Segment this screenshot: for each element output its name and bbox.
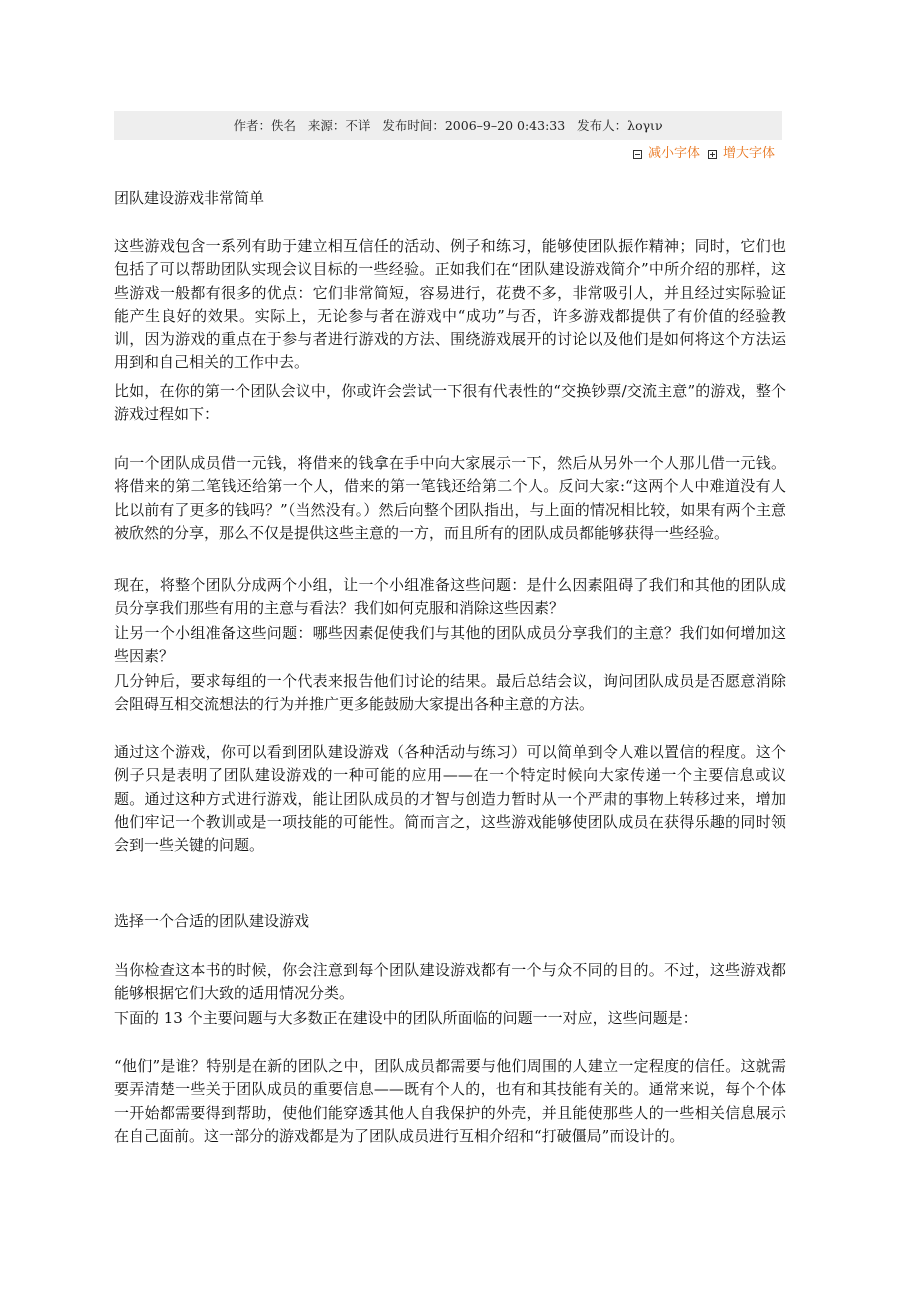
source-value: 不详 bbox=[345, 118, 371, 133]
section-title-easy-games: 团队建设游戏非常简单 bbox=[114, 189, 265, 207]
article-meta-bar bbox=[114, 111, 782, 140]
publisher-label: 发布人： bbox=[577, 118, 628, 133]
decrease-font-button[interactable]: 减小字体 bbox=[647, 146, 700, 161]
paragraph-summary: 几分钟后，要求每组的一个代表来报告他们讨论的结果。最后总结会议，询问团队成员是否愿意消除会阻碍互相交流想法的行为并推广更多能鼓励大家提出各种主意的方法。 bbox=[114, 672, 786, 714]
plus-box-icon[interactable] bbox=[708, 150, 717, 159]
publish-time-value: 2006–9–20 0:43:33 bbox=[444, 118, 566, 133]
increase-font-button[interactable]: 增大字体 bbox=[722, 146, 775, 161]
section-title-choose-game: 选择一个合适的团队建设游戏 bbox=[114, 912, 310, 930]
paragraph-example: 比如，在你的第一个团队会议中，你或许会尝试一下很有代表性的“交换钞票/交流主意”的游戏，整个游戏过程如下： bbox=[114, 382, 786, 424]
paragraph-thirteen-issues: 下面的 13 个主要问题与大多数正在建设中的团队所面临的问题一一对应，这些问题是： bbox=[114, 1009, 698, 1027]
paragraph-intro: 这些游戏包含一系列有助于建立相互信任的活动、例子和练习，能够使团队振作精神；同时，它们也包括了可以帮助团队实现会议目标的一些经验。正如我们在“团队建设游戏简介”中所介绍的那样，这些游戏一般都有很多的优点：它们非常简短，容易进行，花费不多，非常吸引人，并且经过实际验证能产生良好的效果。实际上，无论参与者在游戏中“成功”与否，许多游戏都提供了有价值的经验教训，因为游戏的重点在于参与者进行游戏的方法、围绕游戏展开的讨论以及他们是如何将这个方法运用到和自己相关的工作中去。 bbox=[114, 237, 786, 372]
publish-time-label: 发布时间： bbox=[382, 118, 445, 133]
publisher-value: λογιν bbox=[627, 118, 663, 133]
font-size-controls bbox=[633, 145, 779, 163]
source-label: 来源： bbox=[307, 118, 346, 133]
paragraph-game-steps: 向一个团队成员借一元钱，将借来的钱拿在手中向大家展示一下，然后从另外一个人那儿借一元钱。将借来的第二笔钱还给第一个人，借来的第一笔钱还给第二个人。反问大家:“这两个人中难道没有人比以前有了更多的钱吗？”（当然没有。）然后向整个团队指出，与上面的情况相比较，如果有两个主意被欣然的分享，那么不仅是提供这些主意的一方，而且所有的团队成员都能够获得一些经验。 bbox=[114, 454, 786, 542]
paragraph-who-are-they: “他们”是谁？特别是在新的团队之中，团队成员都需要与他们周围的人建立一定程度的信任。这就需要弄清楚一些关于团队成员的重要信息——既有个人的，也有和其技能有关的。通常来说，每个个体一开始都需要得到帮助，使他们能穿透其他人自我保护的外壳，并且能使那些人的一些相关信息展示在自己面前。这一部分的游戏都是为了团队成员进行互相介绍和“打破僵局”而设计的。 bbox=[114, 1057, 786, 1145]
paragraph-conclusion: 通过这个游戏，你可以看到团队建设游戏（各种活动与练习）可以简单到令人难以置信的程度。这个例子只是表明了团队建设游戏的一种可能的应用——在一个特定时候向大家传递一个主要信息或议题。通过这种方式进行游戏，能让团队成员的才智与创造力暂时从一个严肃的事物上转移过来，增加他们牢记一个教训或是一项技能的可能性。简而言之，这些游戏能够使团队成员在获得乐趣的同时领会到一些关键的问题。 bbox=[114, 743, 786, 855]
paragraph-classification: 当你检查这本书的时候，你会注意到每个团队建设游戏都有一个与众不同的目的。不过，这些游戏都能够根据它们大致的适用情况分类。 bbox=[114, 961, 786, 1003]
minus-box-icon[interactable] bbox=[633, 150, 642, 159]
paragraph-group-one: 现在，将整个团队分成两个小组，让一个小组准备这些问题：是什么因素阻碍了我们和其他的团队成员分享我们那些有用的主意与看法？我们如何克服和消除这些因素？ bbox=[114, 576, 786, 618]
paragraph-group-two: 让另一个小组准备这些问题：哪些因素促使我们与其他的团队成员分享我们的主意？我们如何增加这些因素？ bbox=[114, 624, 786, 666]
author-label: 作者： bbox=[233, 118, 271, 133]
author-value: 佚名 bbox=[270, 118, 296, 133]
